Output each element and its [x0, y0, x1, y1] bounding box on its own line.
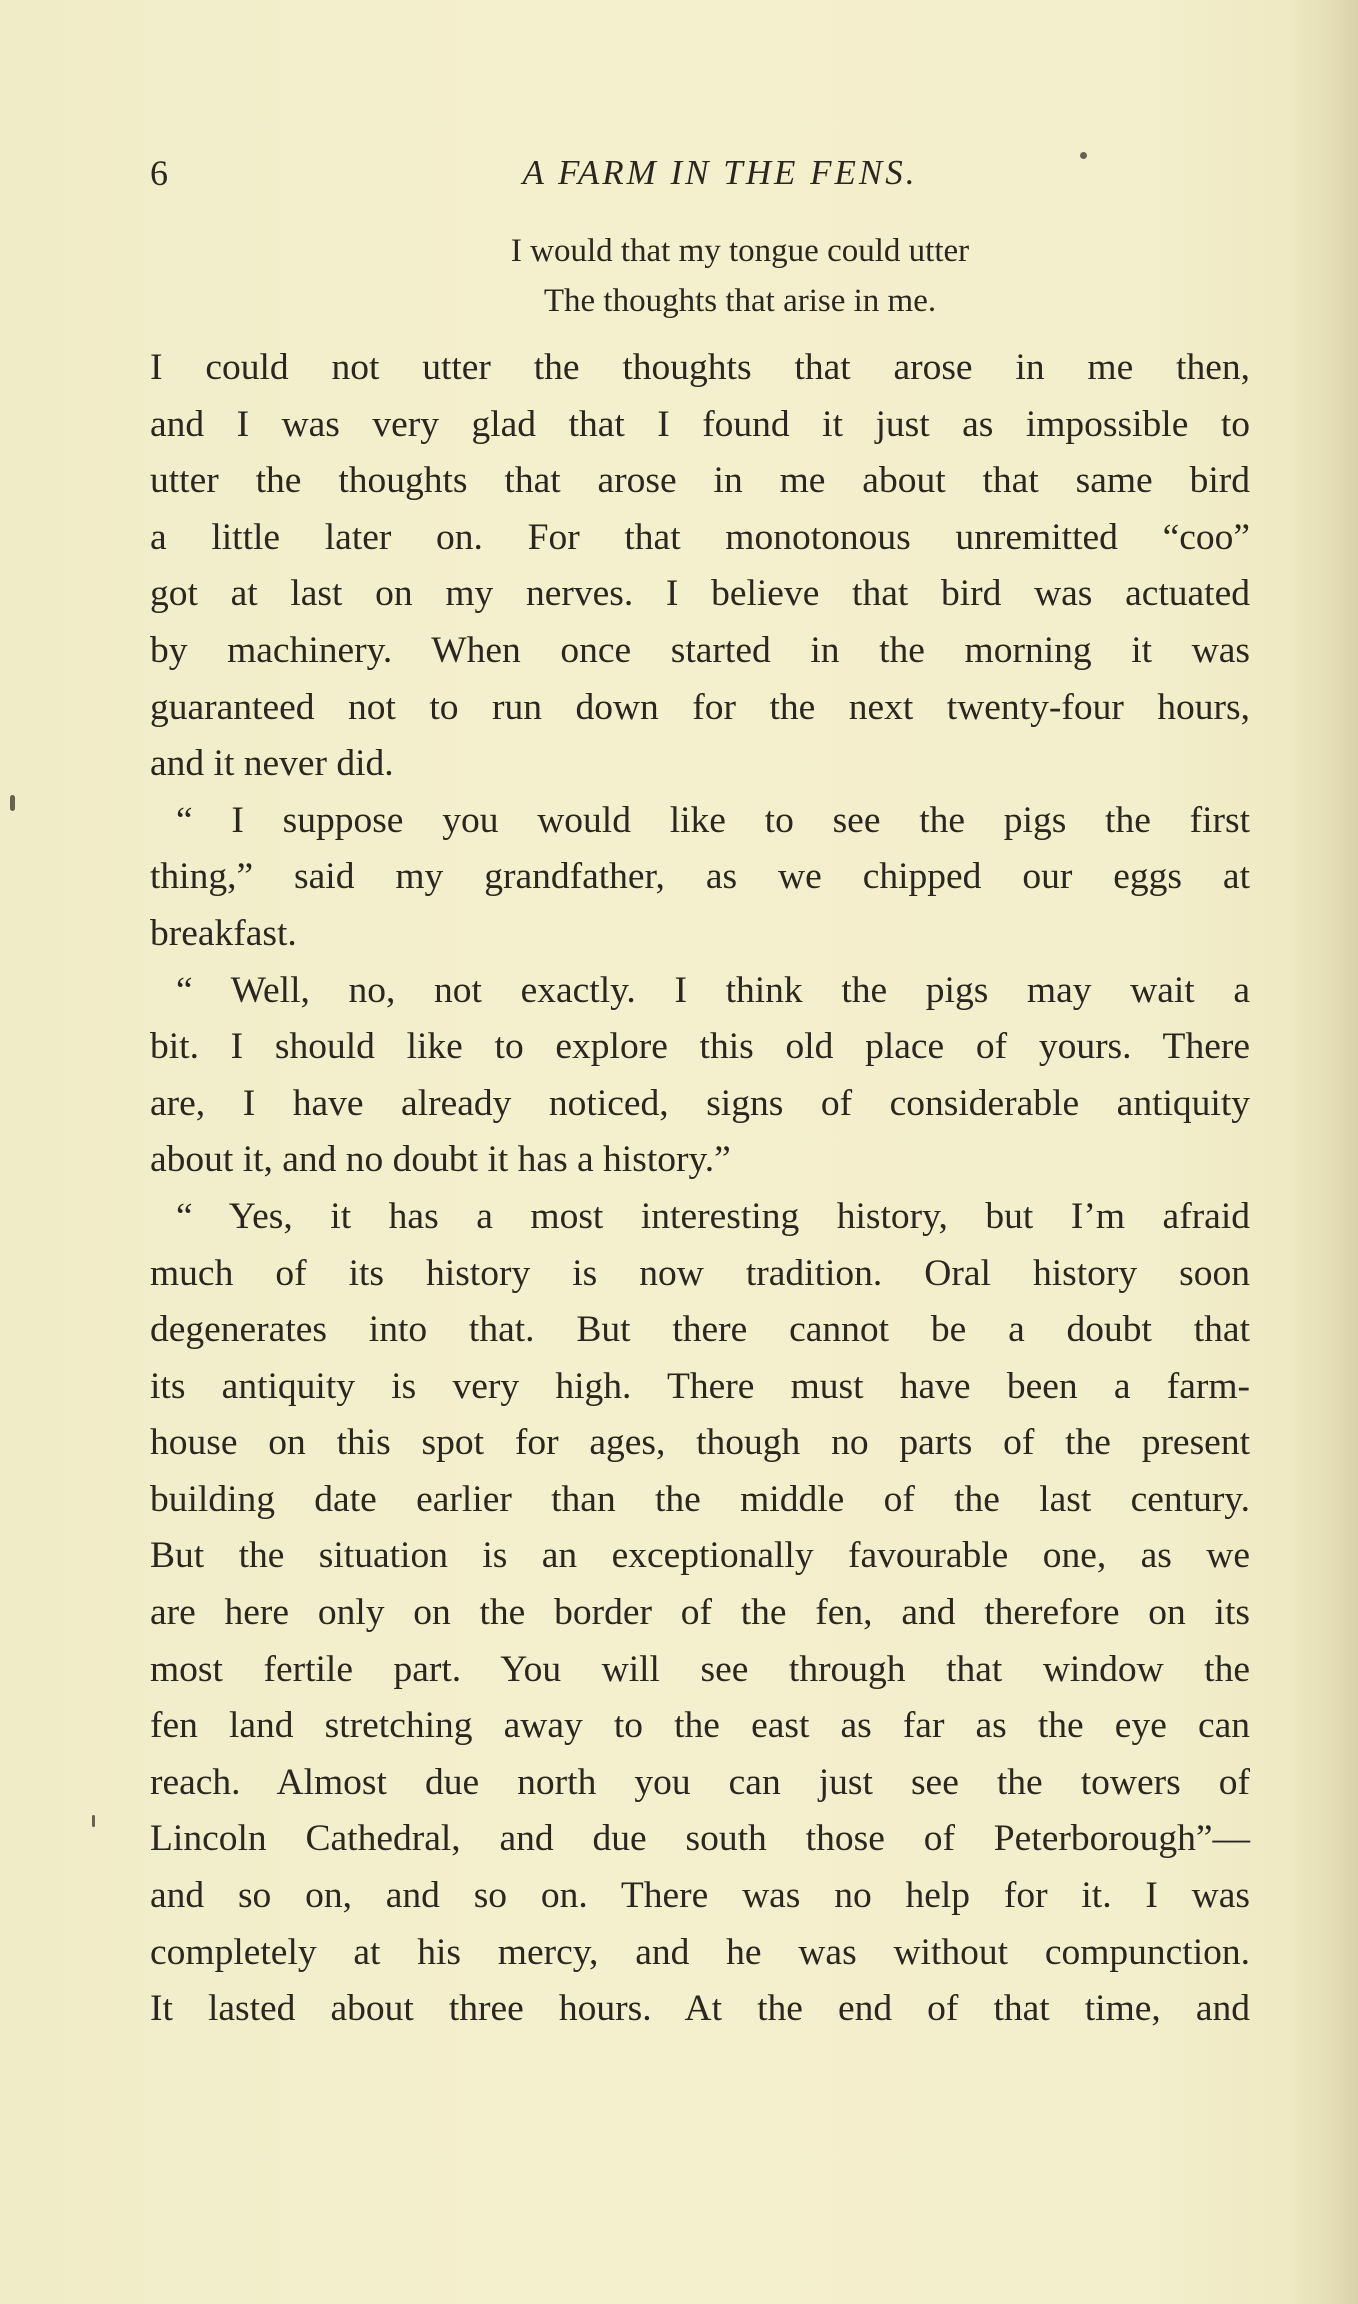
text-line: about it, and no doubt it has a history.” [150, 1139, 731, 1181]
verse-quotation [150, 226, 1250, 326]
text-line: reach. Almost due north you can just see the towers of [150, 1761, 1250, 1803]
text-line: utter the thoughts that arose in me about that same bird [150, 460, 1250, 502]
body-text [150, 340, 1250, 2038]
verse-line: I would that my tongue could utter [510, 233, 970, 269]
text-line: I could not utter the thoughts that arose in me then, [150, 347, 1250, 388]
text-line: and so on, and so on. There was no help for it. I was [150, 1875, 1250, 1917]
verse-line: The thoughts that arise in me. [543, 283, 937, 319]
text-line: completely at his mercy, and he was without compunction. [150, 1931, 1250, 1973]
text-line: building date earlier than the middle of the last century. [150, 1478, 1250, 1520]
text-line: got at last on my nerves. I believe that bird was actuated [150, 573, 1250, 615]
text-line: are here only on the border of the fen, and therefore on its [150, 1592, 1250, 1634]
running-head-title: A FARM IN THE FENS. [522, 153, 918, 192]
text-line: “ I suppose you would like to see the pigs the first [176, 799, 1250, 841]
text-line: guaranteed not to run down for the next twenty-four hours, [150, 686, 1250, 728]
text-line: breakfast. [150, 912, 297, 954]
text-line: Lincoln Cathedral, and due south those of Peterborough”— [150, 1818, 1250, 1860]
text-line: thing,” said my grandfather, as we chipped our eggs at [150, 856, 1250, 898]
text-line: fen land stretching away to the east as far as the eye can [150, 1705, 1250, 1747]
text-line: and I was very glad that I found it just as impossible to [150, 403, 1250, 445]
text-line: “ Yes, it has a most interesting history, but I’m afraid [176, 1195, 1250, 1237]
page-edge-shadow [1288, 0, 1358, 2304]
text-line: degenerates into that. But there cannot be a doubt that [150, 1309, 1250, 1351]
text-line: bit. I should like to explore this old place of yours. There [150, 1026, 1250, 1068]
text-line: most fertile part. You will see through that window the [150, 1648, 1250, 1690]
text-line: It lasted about three hours. At the end of that time, and [150, 1988, 1250, 2030]
text-line: “ Well, no, not exactly. I think the pigs may wait a [176, 969, 1250, 1011]
text-line: house on this spot for ages, though no parts of the present [150, 1422, 1250, 1464]
page-number: 6 [150, 153, 168, 193]
text-line: are, I have already noticed, signs of considerable antiquity [150, 1082, 1250, 1124]
text-line: its antiquity is very high. There must have been a farm- [150, 1365, 1250, 1407]
paper-speck [10, 795, 15, 811]
text-line: a little later on. For that monotonous unremitted “coo” [150, 516, 1250, 558]
paper-speck [92, 1815, 95, 1827]
paper-speck [1080, 152, 1087, 159]
text-line: by machinery. When once started in the morning it was [150, 629, 1250, 671]
text-line: and it never did. [150, 743, 394, 785]
text-line: much of its history is now tradition. Oral history soon [150, 1252, 1250, 1294]
text-line: But the situation is an exceptionally favourable one, as we [150, 1535, 1250, 1577]
